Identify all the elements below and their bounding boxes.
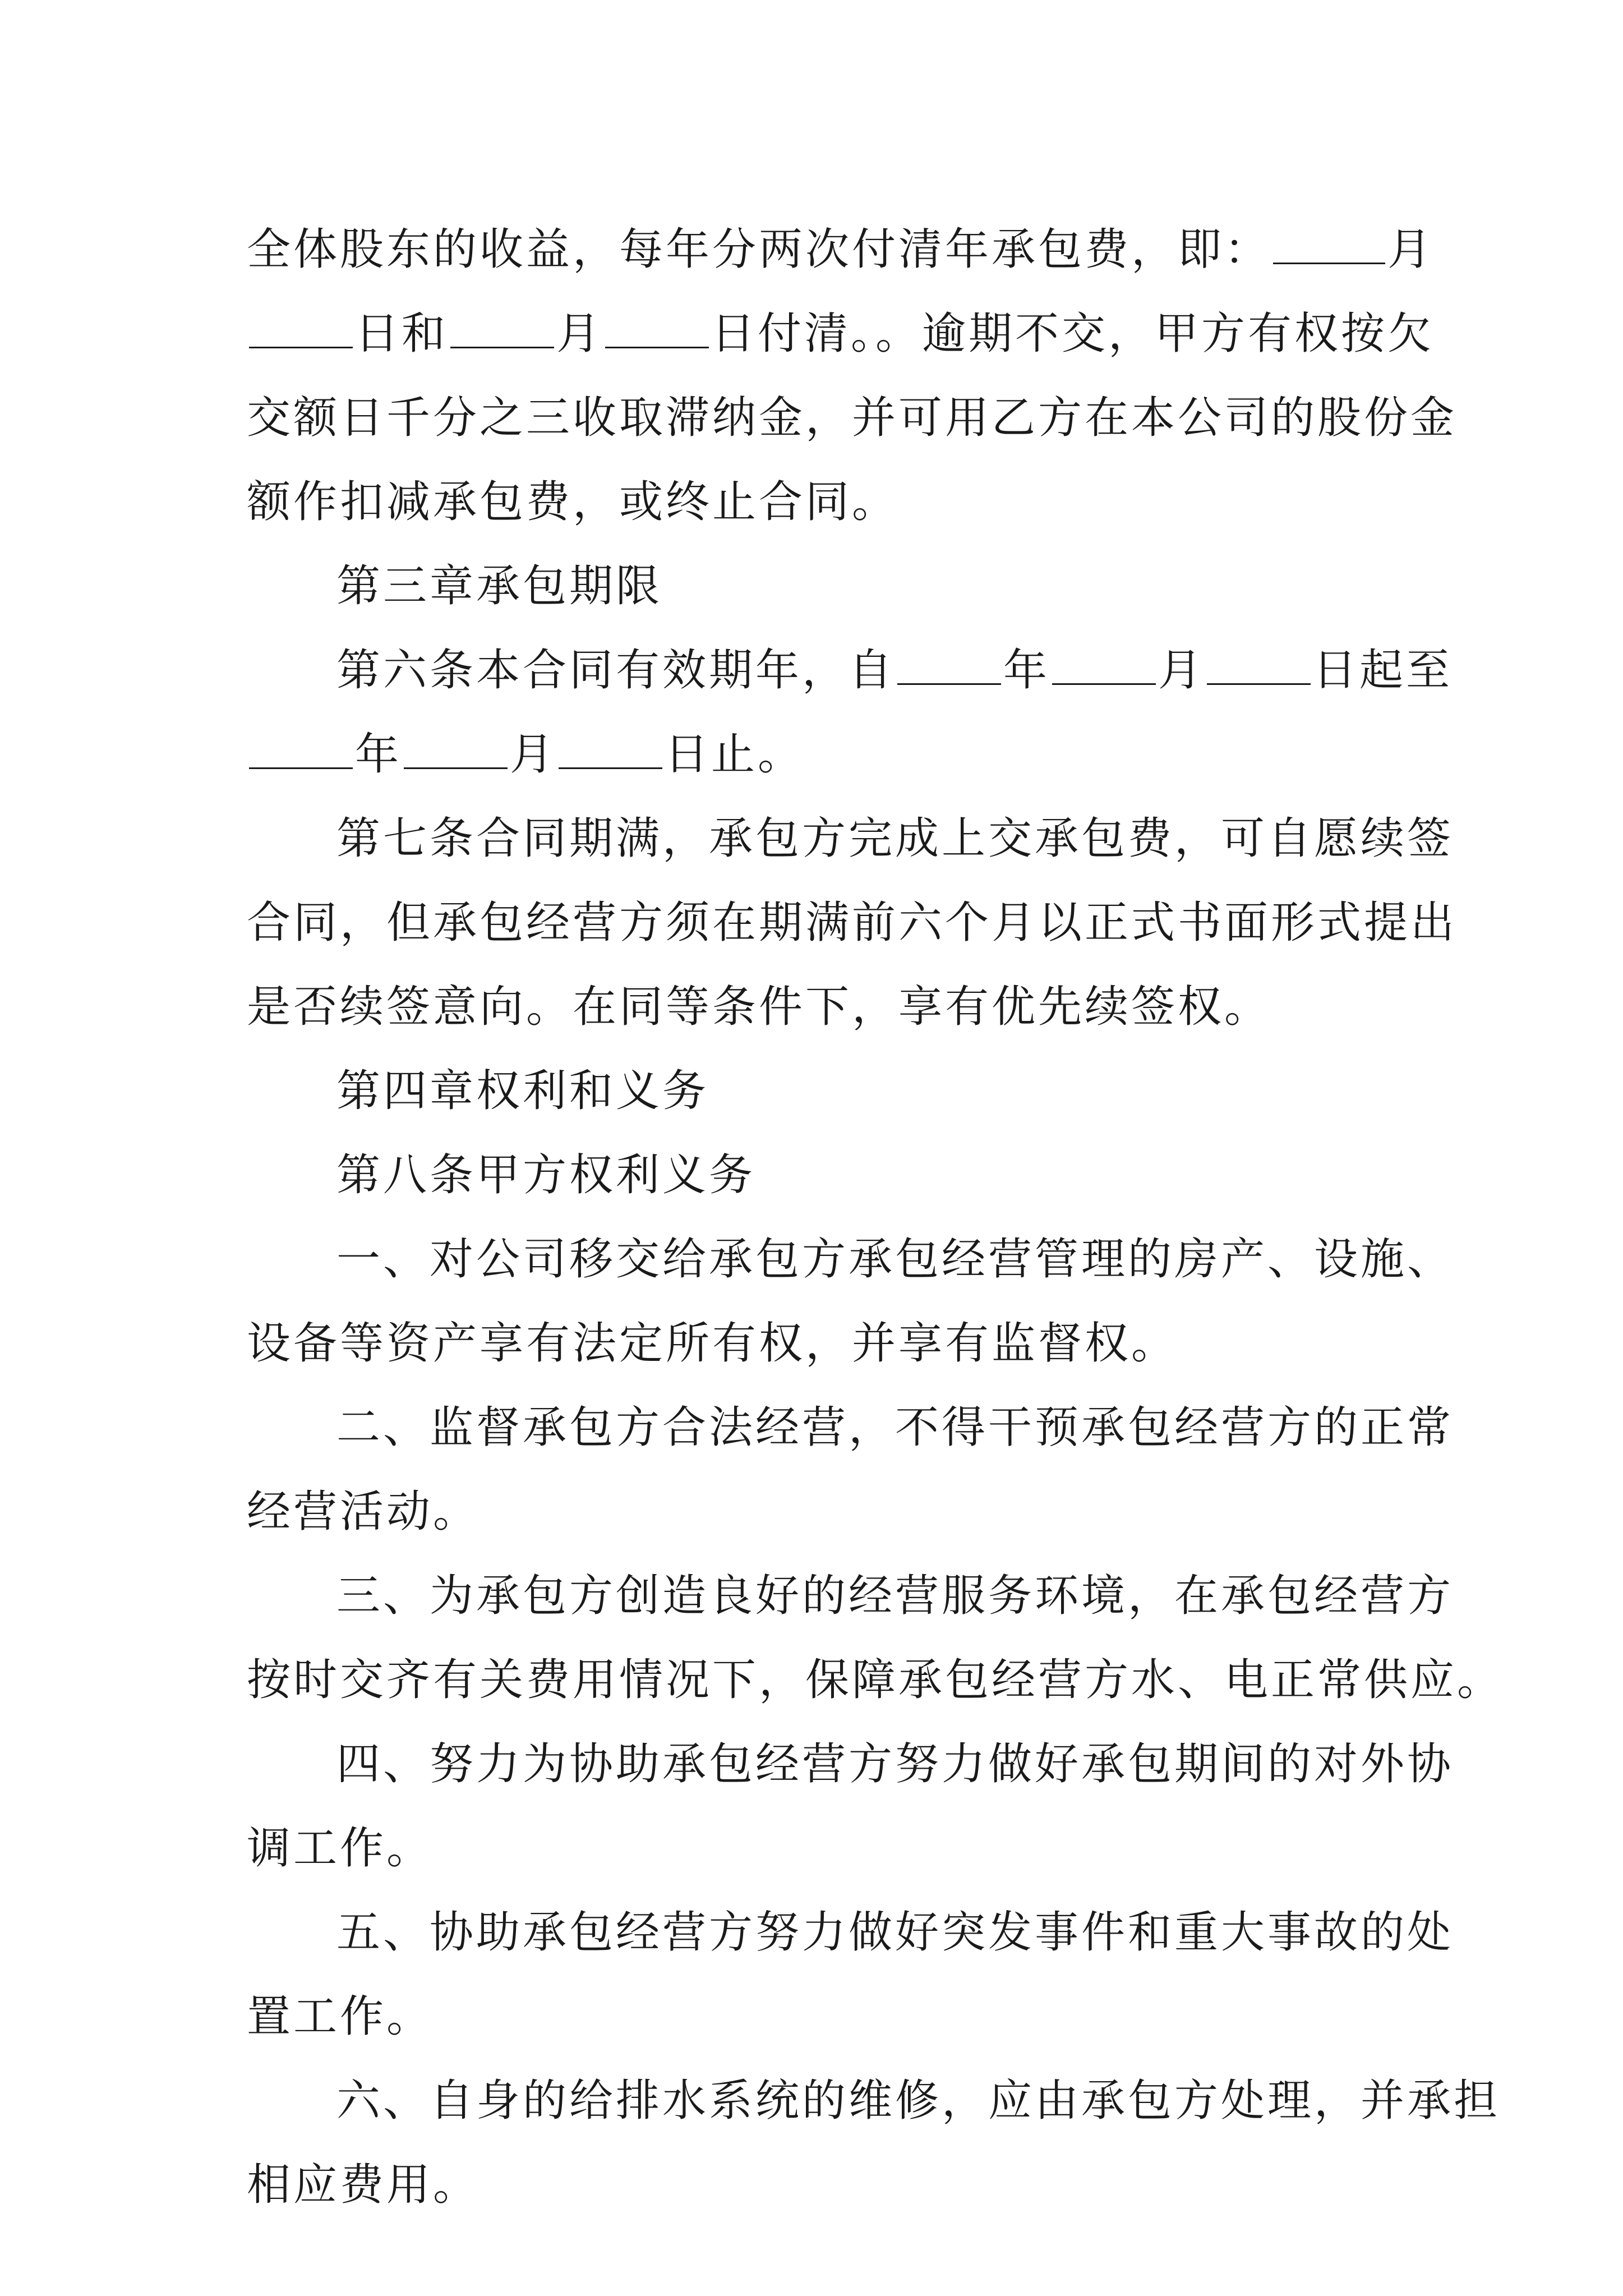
text-line xyxy=(247,1722,1454,1806)
text-line xyxy=(247,2143,1380,2227)
article-heading xyxy=(247,1133,1380,1217)
text-segment: 二、监督承包方合法经营，不得干预承包经营方的正常 xyxy=(336,1402,1454,1453)
text-line xyxy=(247,1806,1380,1890)
fill-in-blank xyxy=(1207,644,1311,685)
text-segment: 五、协助承包经营方努力做好突发事件和重大事故的处 xyxy=(336,1907,1454,1958)
text-line xyxy=(247,1217,1454,1301)
text-line xyxy=(247,208,1435,292)
text-segment: 置工作。 xyxy=(247,1991,434,2042)
text-line xyxy=(247,1301,1380,1386)
text-line xyxy=(247,1386,1454,1470)
text-segment: 第三章承包期限 xyxy=(336,561,663,611)
text-segment: 一、对公司移交给承包方承包经营管理的房产、设施、 xyxy=(336,1234,1454,1285)
fill-in-blank xyxy=(1273,223,1385,264)
text-line xyxy=(247,1975,1380,2059)
text-segment: 月 xyxy=(1387,224,1435,275)
text-segment: 日和 xyxy=(355,309,449,359)
text-segment: 第七条合同期满，承包方完成上交承包费，可自愿续签 xyxy=(336,813,1454,864)
text-segment: 月 xyxy=(510,729,557,780)
text-line xyxy=(247,881,1458,965)
text-line xyxy=(247,797,1454,881)
text-segment: 设备等资产享有法定所有权，并享有监督权。 xyxy=(247,1318,1178,1369)
fill-in-blank xyxy=(559,728,662,769)
fill-in-blank xyxy=(450,307,554,348)
text-line xyxy=(247,460,1380,544)
chapter-heading xyxy=(247,1049,1380,1133)
text-line xyxy=(247,1638,1504,1722)
fill-in-blank xyxy=(404,728,508,769)
text-segment: 四、努力为协助承包经营方努力做好承包期间的对外协 xyxy=(336,1739,1454,1789)
text-line xyxy=(247,965,1380,1049)
fill-in-blank xyxy=(1052,644,1156,685)
text-line xyxy=(247,2059,1501,2143)
text-segment: 日起至 xyxy=(1313,645,1453,696)
text-segment: 日止。 xyxy=(665,729,805,780)
text-segment: 合同，但承包经营方须在期满前六个月以正式书面形式提出 xyxy=(247,898,1458,948)
text-segment: 月 xyxy=(556,309,603,359)
text-segment: 调工作。 xyxy=(247,1823,434,1874)
fill-in-blank xyxy=(605,307,709,348)
text-segment: 年 xyxy=(1003,645,1050,696)
fill-in-blank xyxy=(897,644,1001,685)
text-segment: 交额日千分之三收取滞纳金，并可用乙方在本公司的股份金 xyxy=(247,393,1458,443)
chapter-heading xyxy=(247,544,1380,628)
text-segment: 是否续签意向。在同等条件下，享有优先续签权。 xyxy=(247,982,1271,1032)
text-segment: 日付清。。逾期不交，甲方有权按欠 xyxy=(711,309,1435,359)
text-line xyxy=(247,376,1458,460)
text-line xyxy=(247,1554,1454,1638)
text-segment: 全体股东的收益，每年分两次付清年承包费，即： xyxy=(247,224,1271,275)
text-segment: 额作扣减承包费，或终止合同。 xyxy=(247,477,899,527)
text-segment: 第四章权利和义务 xyxy=(336,1066,709,1116)
text-line xyxy=(247,712,1380,797)
text-line xyxy=(247,1470,1380,1554)
text-segment: 按时交齐有关费用情况下，保障承包经营方水、电正常供应。 xyxy=(247,1655,1504,1705)
text-segment: 年 xyxy=(355,729,402,780)
document-body xyxy=(247,208,1504,2227)
text-segment: 相应费用。 xyxy=(247,2160,480,2210)
text-segment: 六、自身的给排水系统的维修，应由承包方处理，并承担 xyxy=(336,2076,1501,2126)
text-segment: 三、为承包方创造良好的经营服务环境，在承包经营方 xyxy=(336,1571,1454,1621)
fill-in-blank xyxy=(249,728,353,769)
fill-in-blank xyxy=(249,307,353,348)
text-segment: 第六条本合同有效期年，自 xyxy=(336,645,896,696)
text-line xyxy=(247,628,1453,712)
text-line xyxy=(247,1890,1454,1975)
text-line xyxy=(247,292,1435,376)
text-segment: 月 xyxy=(1158,645,1205,696)
text-segment: 第八条甲方权利义务 xyxy=(336,1150,756,1200)
text-segment: 经营活动。 xyxy=(247,1487,480,1537)
